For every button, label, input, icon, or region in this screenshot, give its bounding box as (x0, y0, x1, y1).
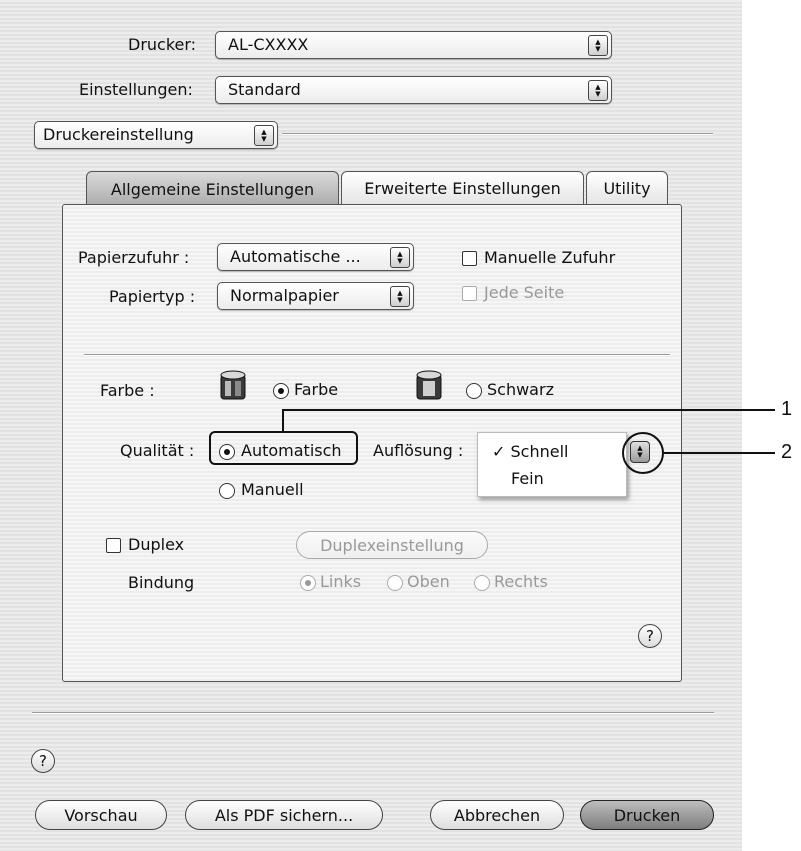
popup-arrows-icon: ▲ ▼ (588, 35, 608, 56)
presets-label: Einstellungen: (79, 80, 193, 99)
quality-label: Qualität : (120, 441, 195, 460)
radio-automatisch-label: Automatisch (241, 441, 342, 460)
presets-value: Standard (228, 80, 301, 99)
resolution-label: Auflösung : (373, 441, 464, 460)
color-label: Farbe : (100, 381, 155, 400)
panel-help-icon[interactable]: ? (638, 624, 662, 648)
popup-arrows-icon: ▲ ▼ (390, 247, 410, 268)
radio-farbe-label: Farbe (294, 380, 339, 399)
callout-number-2: 2 (781, 441, 793, 463)
preview-button-label: Vorschau (64, 805, 138, 825)
tab-label: Erweiterte Einstellungen (364, 179, 561, 198)
binding-label: Bindung (128, 573, 195, 592)
paper-source-value: Automatische ... (230, 247, 361, 266)
paper-type-value: Normalpapier (230, 286, 339, 305)
print-button-label: Drucken (613, 805, 681, 825)
menu-item-fein[interactable]: Fein (511, 469, 544, 488)
radio-rechts-label: Rechts (494, 572, 548, 591)
panel-selector-value: Druckereinstellung (43, 125, 194, 144)
popup-arrows-icon: ▲ ▼ (390, 286, 410, 307)
printer-label: Drucker: (128, 35, 197, 54)
manual-feed-label: Manuelle Zufuhr (484, 248, 616, 267)
paper-source-label: Papierzufuhr : (78, 248, 190, 267)
duplex-label: Duplex (128, 535, 185, 554)
duplex-settings-label: Duplexeinstellung (320, 535, 464, 555)
radio-schwarz-label: Schwarz (487, 380, 554, 399)
popup-arrows-icon: ▲ ▼ (588, 80, 608, 101)
cancel-button-label: Abbrechen (453, 805, 541, 825)
dialog-help-icon[interactable]: ? (31, 749, 55, 773)
resolution-popup-arrows-icon[interactable]: ▲ ▼ (630, 441, 650, 463)
printer-value: AL-CXXXX (228, 35, 309, 54)
radio-oben-label: Oben (407, 572, 450, 591)
each-page-label: Jede Seite (484, 283, 565, 302)
popup-arrows-icon: ▲ ▼ (254, 125, 274, 146)
radio-manuell-label: Manuell (241, 480, 304, 499)
menu-item-label: Schnell (510, 442, 569, 461)
check-mark-icon: ✓ (492, 442, 506, 461)
callout-line-1 (283, 410, 775, 431)
save-pdf-button-label: Als PDF sichern... (214, 805, 354, 825)
tab-label: Allgemeine Einstellungen (110, 180, 315, 199)
radio-links-label: Links (320, 572, 362, 591)
paper-type-label: Papiertyp : (109, 287, 196, 306)
callout-number-1: 1 (781, 398, 793, 420)
tab-label: Utility (603, 179, 651, 198)
